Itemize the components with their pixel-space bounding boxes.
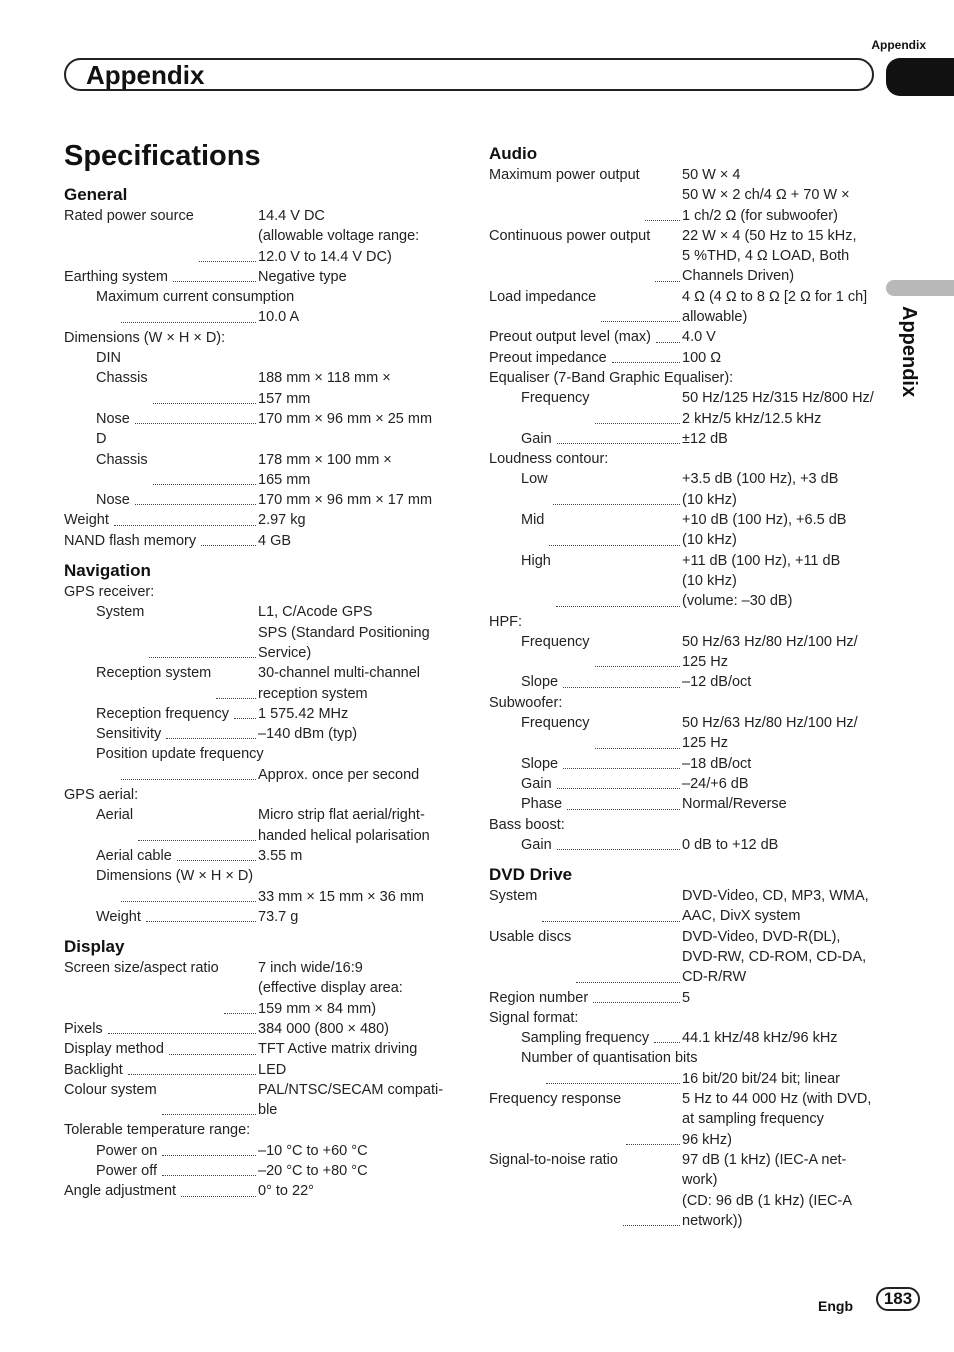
spec-row: Nose 170 mm × 96 mm × 25 mm [96,410,433,427]
spec-row: Equaliser (7-Band Graphic Equaliser): [489,369,734,386]
spec-row: 16 bit/20 bit/24 bit; linear [489,1069,881,1089]
spec-row: Region number 5 [489,989,691,1006]
spec-row: Weight 2.97 kg [64,512,306,529]
spec-row: Subwoofer: [489,694,563,711]
spec-row: NAND flash memory 4 GB [64,532,292,549]
spec-row: Frequency response 5 Hz to 44 000 Hz (with DVD, at sampling frequency 96 kHz) [489,1091,872,1148]
spec-row: Weight 73.7 g [96,908,299,925]
spec-row: Reception system 30-channel multi-channel reception system [96,665,421,702]
page-number: 183 [876,1287,920,1311]
spec-row: Power off –20 °C to +80 °C [96,1163,368,1180]
section-heading-dvd-drive: DVD Drive [489,865,573,885]
spec-row: Position update frequency [96,746,264,763]
spec-row: Tolerable temperature range: [64,1122,251,1139]
spec-row: Dimensions (W × H × D): [64,329,226,346]
side-tab-marker [886,280,954,296]
spec-row: D [96,431,107,448]
side-chapter-label: Appendix [898,306,920,398]
spec-row: Low +3.5 dB (100 Hz), +3 dB (10 kHz) [521,471,839,508]
spec-row: Angle adjustment 0° to 22° [64,1183,314,1200]
right-column [489,143,881,1231]
section-heading-audio: Audio [489,144,538,163]
spec-row: Chassis 188 mm × 118 mm × 157 mm [96,370,391,407]
running-header: Appendix [871,38,926,52]
spec-row: Backlight LED [64,1061,287,1078]
spec-row: Gain ±12 dB [521,430,728,447]
spec-row: Power on –10 °C to +60 °C [96,1142,368,1159]
section-heading-display: Display [64,937,125,957]
spec-row: System L1, C/Acode GPS SPS (Standard Positioning Service) [96,604,430,661]
spec-row: 10.0 A [64,307,449,327]
spec-row: Frequency 50 Hz/125 Hz/315 Hz/800 Hz/ 2 kHz/5 kHz/12.5 kHz [521,390,874,427]
spec-row: Usable discs DVD-Video, DVD-R(DL), DVD-RW, CD-ROM, CD-DA, CD-R/RW [489,928,867,986]
spec-row: GPS receiver: [64,584,155,601]
language-code: Engb [818,1298,853,1314]
spec-row: Nose 170 mm × 96 mm × 17 mm [96,492,433,509]
spec-row: Screen size/aspect ratio 7 inch wide/16:9 (effective display area: 159 mm × 84 mm) [64,960,403,1017]
spec-row: Colour system PAL/NTSC/SECAM compati- ble [64,1081,444,1119]
spec-row: Earthing system Negative type [64,268,347,285]
spec-row: Rated power source 14.4 V DC (allowable voltage range: 12.0 V to 14.4 V DC) [64,208,420,265]
spec-row: Load impedance 4 Ω (4 Ω to 8 Ω [2 Ω for 1 ch] allowable) [489,288,868,326]
spec-row: Maximum current consumption [96,289,295,306]
spec-row: Signal format: [489,1009,579,1026]
spec-row: Loudness contour: [489,451,609,468]
spec-row: High +11 dB (100 Hz), +11 dB (10 kHz) (volume: –30 dB) [521,552,841,610]
spec-row: Preout output level (max) 4.0 V [489,329,716,346]
chapter-banner [64,58,874,91]
left-column [64,184,449,1202]
spec-row: Signal-to-noise ratio 97 dB (1 kHz) (IEC-A net- work) (CD: 96 dB (1 kHz) (IEC-A network)) [489,1151,852,1229]
spec-row: System DVD-Video, CD, MP3, WMA, AAC, DivX system [489,888,869,925]
spec-row: Display method TFT Active matrix driving [64,1041,418,1058]
spec-row: Reception frequency 1 575.42 MHz [96,705,349,722]
spec-row: Pixels 384 000 (800 × 480) [64,1020,390,1037]
page-title: Specifications [64,140,261,172]
spec-row: GPS aerial: [64,787,139,804]
spec-row: Gain 0 dB to +12 dB [521,836,779,853]
spec-row: Bass boost: [489,816,565,833]
spec-row: Aerial Micro strip flat aerial/right- handed helical polarisation [96,807,430,844]
chapter-title: Appendix [86,60,205,90]
spec-row: Continuous power output 22 W × 4 (50 Hz to 15 kHz, 5 %THD, 4 Ω LOAD, Both Channels Driven) [489,227,857,285]
spec-row: Frequency 50 Hz/63 Hz/80 Hz/100 Hz/ 125 Hz [521,633,858,671]
spec-row: Phase Normal/Reverse [521,796,787,813]
section-heading-navigation: Navigation [64,561,151,581]
spec-row: Maximum power output 50 W × 4 50 W × 2 ch/4 Ω + 70 W × 1 ch/2 Ω (for subwoofer) [489,167,850,224]
chapter-tab-marker [886,58,954,96]
spec-row: Frequency 50 Hz/63 Hz/80 Hz/100 Hz/ 125 Hz [521,715,858,752]
spec-row: 33 mm × 15 mm × 36 mm [64,887,449,907]
spec-row: DIN [96,350,121,367]
spec-row: Slope –18 dB/oct [521,755,752,772]
spec-row: Number of quantisation bits [521,1050,698,1067]
spec-row: Approx. once per second [64,765,449,785]
spec-row: Gain –24/+6 dB [521,775,749,792]
spec-row: Slope –12 dB/oct [521,674,752,691]
section-heading-general: General [64,185,128,204]
spec-row: Preout impedance 100 Ω [489,349,722,366]
spec-row: HPF: [489,613,523,630]
spec-row: Chassis 178 mm × 100 mm × 165 mm [96,451,392,488]
spec-row: Dimensions (W × H × D) [96,868,254,885]
spec-row: Sampling frequency 44.1 kHz/48 kHz/96 kHz [521,1030,838,1047]
spec-row: Sensitivity –140 dBm (typ) [96,726,358,743]
spec-row: Mid +10 dB (100 Hz), +6.5 dB (10 kHz) [521,512,847,549]
spec-row: Aerial cable 3.55 m [96,847,303,864]
